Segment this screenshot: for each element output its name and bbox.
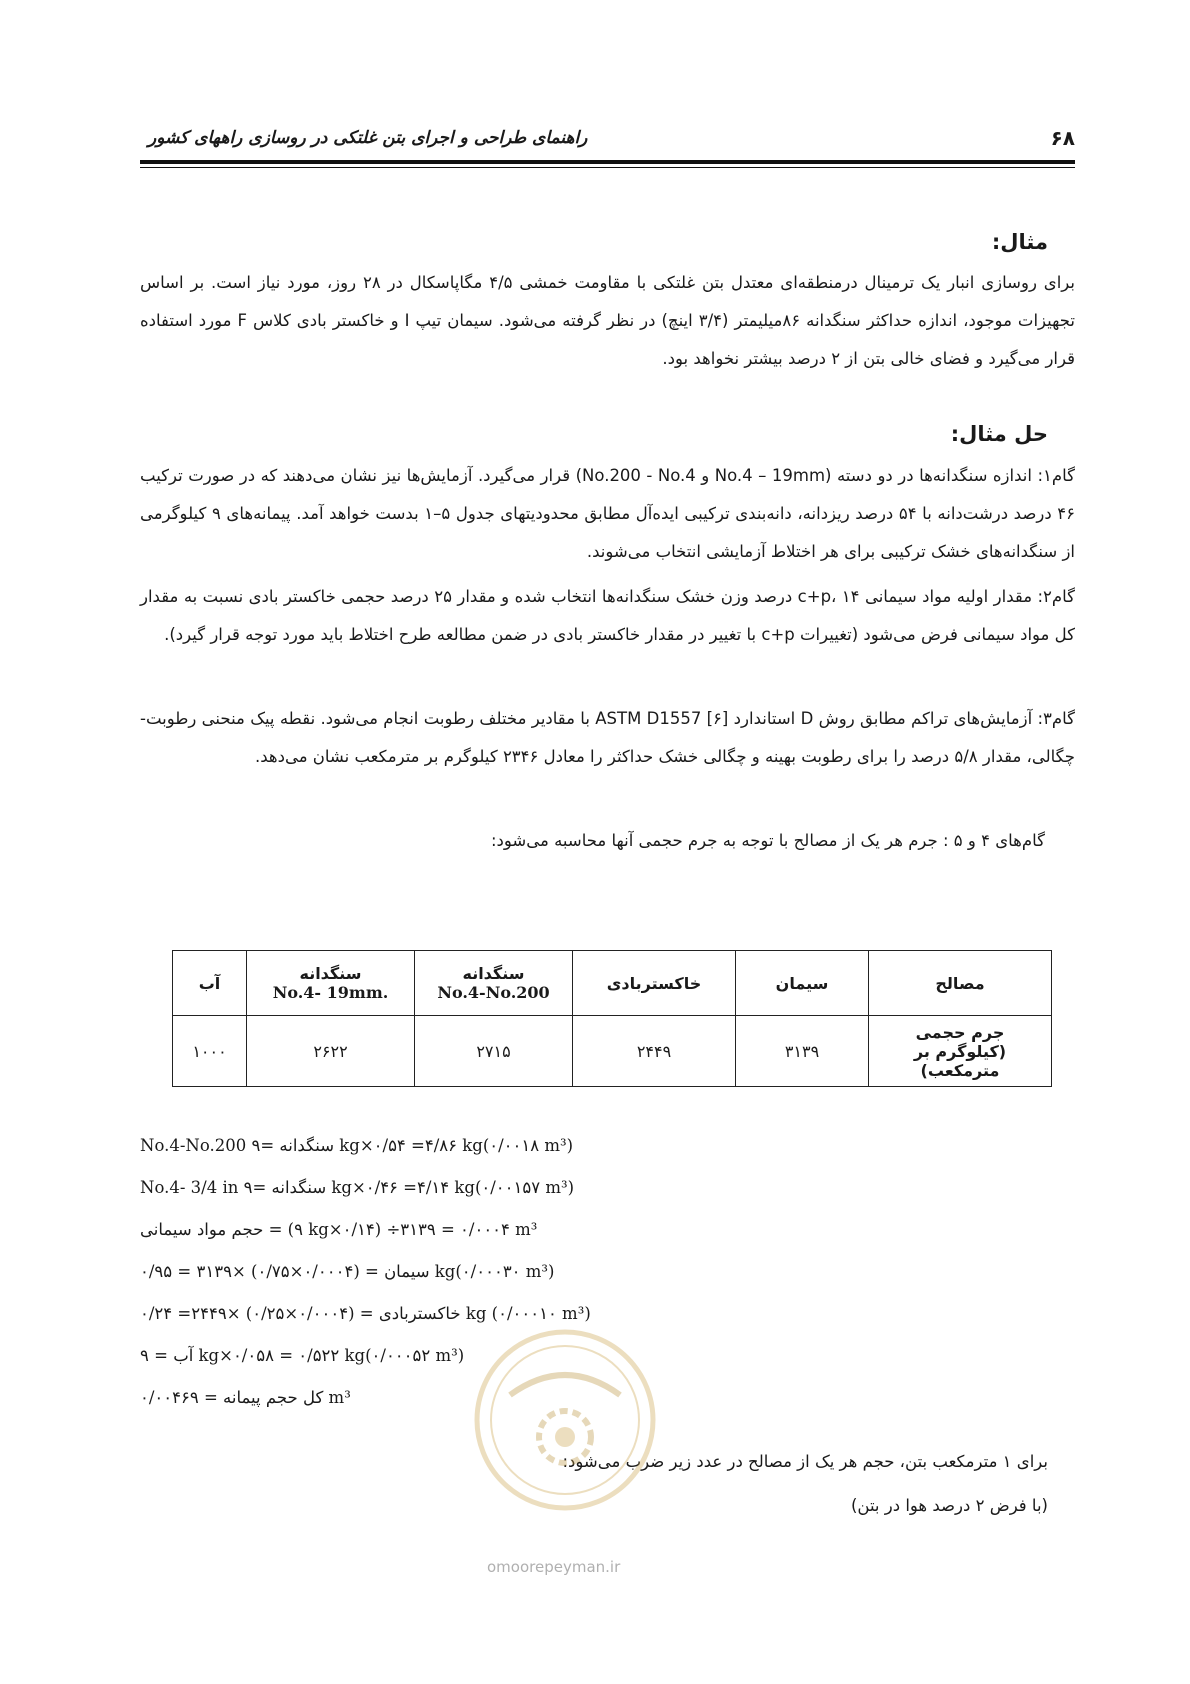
header-coarse-aggregate: سنگدانه No.4- 19mm.	[247, 951, 415, 1016]
page-number: ۶۸	[1050, 126, 1075, 150]
value-coarse-aggregate: ۲۶۲۲	[247, 1016, 415, 1087]
page-header	[140, 120, 1075, 170]
calc-line-water: آب = ۹ kg×۰/۰۵۸ = ۰/۵۲۲ kg(۰/۰۰۰۵۲ m³)	[140, 1346, 465, 1365]
calc-line-fine-aggregate: No.4-No.200 سنگدانه =۹ kg×۰/۵۴ =۴/۸۶ kg(۰/۰۰۱۸ m³)	[140, 1136, 574, 1155]
table-row	[173, 1016, 1052, 1087]
header-fine-aggregate: سنگدانه No.4-No.200	[415, 951, 573, 1016]
header-flyash: خاکستربادی	[573, 951, 736, 1016]
value-water: ۱۰۰۰	[173, 1016, 247, 1087]
calc-line-cementitious: حجم مواد سیمانی = (۹ kg×۰/۱۴) ÷۳۱۳۹ = ۰/۰۰۰۴ m³	[140, 1220, 538, 1239]
closing-line2: (با فرض ۲ درصد هوا در بتن)	[850, 1496, 1048, 1515]
calc-line-cement: سیمان = (۰/۰۰۰۴×۰/۷۵) ×۳۱۳۹ = ۰/۹۵ kg(۰/۰۰۰۳۰ m³)	[140, 1262, 555, 1281]
calc-line-flyash: خاکستربادی = (۰/۰۰۰۴×۰/۲۵) ×۲۴۴۹= ۰/۲۴ kg (۰/۰۰۰۱۰ m³)	[140, 1304, 591, 1323]
watermark-logo-icon	[470, 1325, 660, 1515]
header-materials: مصالح	[869, 951, 1052, 1016]
table-header-row	[173, 951, 1052, 1016]
material-density-table	[172, 950, 1052, 1087]
running-title: راهنمای طراحی و اجرای بتن غلتکی در روسازی راههای کشور	[148, 128, 588, 148]
closing-line1: برای ۱ مترمکعب بتن، حجم هر یک از مصالح در عدد زیر ضرب می‌شود:	[562, 1452, 1048, 1471]
solution-heading: حل مثال:	[950, 422, 1048, 446]
header-rule-thin	[140, 167, 1075, 168]
value-cement: ۳۱۳۹	[736, 1016, 869, 1087]
header-rule-thick	[140, 160, 1075, 164]
row-label-density: جرم حجمی (کیلوگرم بر مترمکعب)	[869, 1016, 1052, 1087]
header-cement: سیمان	[736, 951, 869, 1016]
step3-paragraph: گام۳: آزمایش‌های تراکم مطابق روش D استاندارد ASTM D1557 [۶] با مقادیر مختلف رطوبت انجام می‌شود. نقطه پیک منحنی رطوبت-چگالی، مقدار ۵/۸ درصد را برای رطوبت بهینه و چگالی خشک حداکثر را معادل ۲۳۴۶ کیلوگرم بر مترمکعب نشان می‌دهد.	[140, 709, 1076, 766]
calc-line-coarse-aggregate: No.4- 3/4 in سنگدانه =۹ kg×۰/۴۶ =۴/۱۴ kg(۰/۰۰۱۵۷ m³)	[140, 1178, 575, 1197]
value-flyash: ۲۴۴۹	[573, 1016, 736, 1087]
example-paragraph: برای روسازی انبار یک ترمینال درمنطقه‌ای معتدل بتن غلتکی با مقاومت خمشی ۴/۵ مگاپاسکال در ۲۸ روز، مورد نیاز است. بر اساس تجهیزات موجود، اندازه حداکثر سنگدانه ۸۶میلیمتر (۳/۴ اینچ) در نظر گرفته می‌شود. سیمان تیپ I و خاکستر بادی کلاس F مورد استفاده قرار می‌گیرد و فضای خالی بتن از ۲ درصد بیشتر نخواهد بود.	[140, 273, 1075, 368]
watermark-site-text: omoorepeyman.ir	[487, 1558, 621, 1576]
step2-paragraph: گام۲: مقدار اولیه مواد سیمانی c+p، ۱۴ درصد وزن خشک سنگدانه‌ها انتخاب شده و مقدار ۲۵ درصد حجمی خاکستر بادی نسبت به مقدار کل مواد سیمانی فرض می‌شود (تغییرات c+p با تغییر در مقدار خاکستر بادی در ضمن مطالعه طرح اختلاط باید مورد توجه قرار گیرد).	[140, 587, 1076, 644]
step1-paragraph: گام۱: اندازه سنگدانه‌ها در دو دسته (No.4 – 19mm و No.200 - No.4) قرار می‌گیرد. آزمایش‌ها نیز نشان می‌دهند که در صورت ترکیب ۴۶ درصد درشت‌دانه با ۵۴ درصد ریزدانه، دانه‌بندی ترکیبی ایده‌آل مطابق محدودیتهای جدول ۵–۱ بدست خواهد آمد. پیمانه‌های ۹ کیلوگرمی از سنگدانه‌های خشک ترکیبی برای هر اختلاط آزمایشی انتخاب می‌شوند.	[140, 466, 1075, 561]
step45-paragraph: گام‌های ۴ و ۵ : جرم هر یک از مصالح با توجه به جرم حجمی آنها محاسبه می‌شود:	[490, 831, 1045, 850]
value-fine-aggregate: ۲۷۱۵	[415, 1016, 573, 1087]
example-heading: مثال:	[991, 230, 1048, 254]
calc-line-batch-volume: کل حجم پیمانه = ۰/۰۰۴۶۹ m³	[140, 1388, 351, 1407]
header-water: آب	[173, 951, 247, 1016]
